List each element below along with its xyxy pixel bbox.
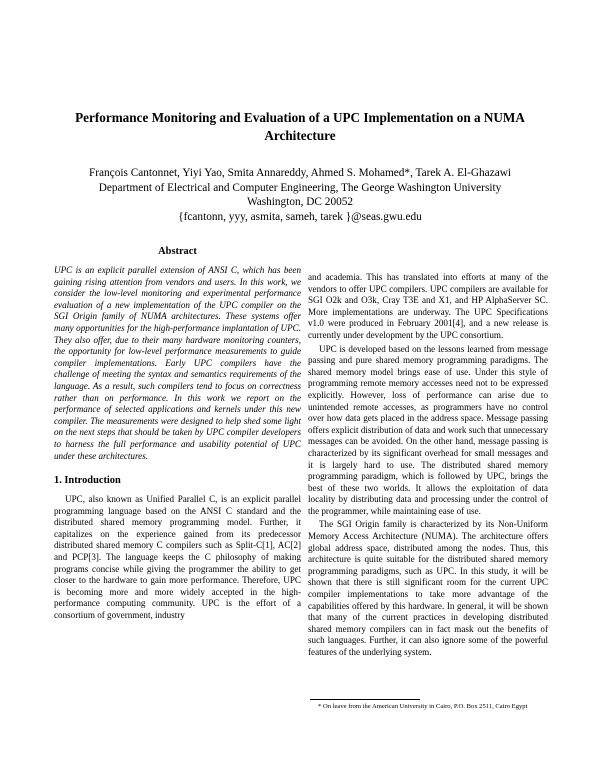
- introduction-paragraph-1-continued: and academia. This has translated into efforts at many of the vendors to offer UPC compilers. UPC compilers are available for SGI O2k and O3k, Cray T3E and X1, and HP AlphaServer SC. More implementations are underway. The UPC Specifications v1.0 were produced in February 2001[4], and a new release is currently under development by the UPC consortium.: [308, 272, 548, 340]
- left-column: [54, 246, 301, 622]
- abstract-heading: Abstract: [158, 246, 197, 257]
- author-block: [40, 166, 560, 224]
- introduction-paragraph-3: The SGI Origin family is characterized by its Non-Uniform Memory Access Architecture (NUMA). The architecture offers global address space, distributed among the nodes. Thus, this architecture is quite suitable for the distributed shared memory programming paradigms, such as UPC. In this study, it will be shown that there is still significant room for the current UPC compiler implementations to take more advantage of the capabilities offered by this hardware. In general, it will be shown that many of the current practices in developing distributed shared memory compilers can in fact mask out the benefits of such languages. Further, it can also ignore some of the powerful features of the underlying system.: [308, 519, 548, 657]
- introduction-paragraph-1: UPC, also known as Unified Parallel C, is an explicit parallel programming language based on the ANSI C standard and the distributed shared memory programming model. Further, it capitalizes on the experience gained from its predecessor distributed shared memory C compilers such as Split-C[1], AC[2] and PCP[3]. The language keeps the C philosophy of making programs concise while giving the programmer the ability to get closer to the hardware to gain more performance. Therefore, UPC is becoming more and more widely accepted in the high-performance computing community. UPC is the effort of a consortium of government, industry: [54, 494, 301, 621]
- abstract-text: UPC is an explicit parallel extension of ANSI C, which has been gaining rising attention from vendors and users. In this work, we consider the low-level monitoring and experimental performance evaluation of a new implementation of the UPC compiler on the SGI Origin family of NUMA architectures. These systems offer many opportunities for the high-performance implantation of UPC. They also offer, due to their many hardware monitoring counters, the opportunity for low-level performance measurements to guide compiler implementations. Early UPC compilers have the challenge of meeting the syntax and semantics requirements of the language. As a result, such compilers tend to focus on correctness rather than on performance. In this work we report on the performance of selected applications and kernels under this new compiler. The measurements were designed to help shed some light on the next steps that should be taken by UPC compiler developers to harness the full performance and usability potential of UPC under these architectures.: [54, 265, 301, 461]
- author-affiliation: Department of Electrical and Computer Engineering, The George Washington University: [98, 181, 502, 194]
- right-column: [308, 272, 548, 659]
- paper-title: Performance Monitoring and Evaluation of a UPC Implementation on a NUMA Architecture: [75, 110, 525, 143]
- author-emails: {fcantonn, yyy, asmita, sameh, tarek }@seas.gwu.edu: [178, 210, 422, 223]
- footnote-divider: [310, 699, 420, 700]
- introduction-paragraph-2: UPC is developed based on the lessons learned from message passing and pure shared memory programming paradigms. The shared memory model brings ease of use. Under this style of programming remote memory accesses need not to be expressed explicitly. However, loss of performance can arise due to unintended remote accesses, as programmers have no control over how data gets placed in the address space. Message passing offers explicit distribution of data and work such that unnecessary messages can be avoided. On the other hand, message passing is characterized by its significant overhead for small messages and it is largely hard to use. The distributed shared memory programming paradigm, which is followed by UPC, brings the best of these two worlds. It allows the exploitation of data locality by distributing data and processing under the control of the programmer, while maintaining ease of use.: [308, 343, 548, 516]
- author-names: François Cantonnet, Yiyi Yao, Smita Annareddy, Ahmed S. Mohamed*, Tarek A. El-Ghazawi: [88, 167, 512, 179]
- author-location: Washington, DC 20052: [246, 196, 354, 208]
- introduction-heading: 1. Introduction: [54, 475, 121, 487]
- footnote: * On leave from the American University in Cairo, P.O. Box 2511, Cairo Egypt: [318, 703, 528, 710]
